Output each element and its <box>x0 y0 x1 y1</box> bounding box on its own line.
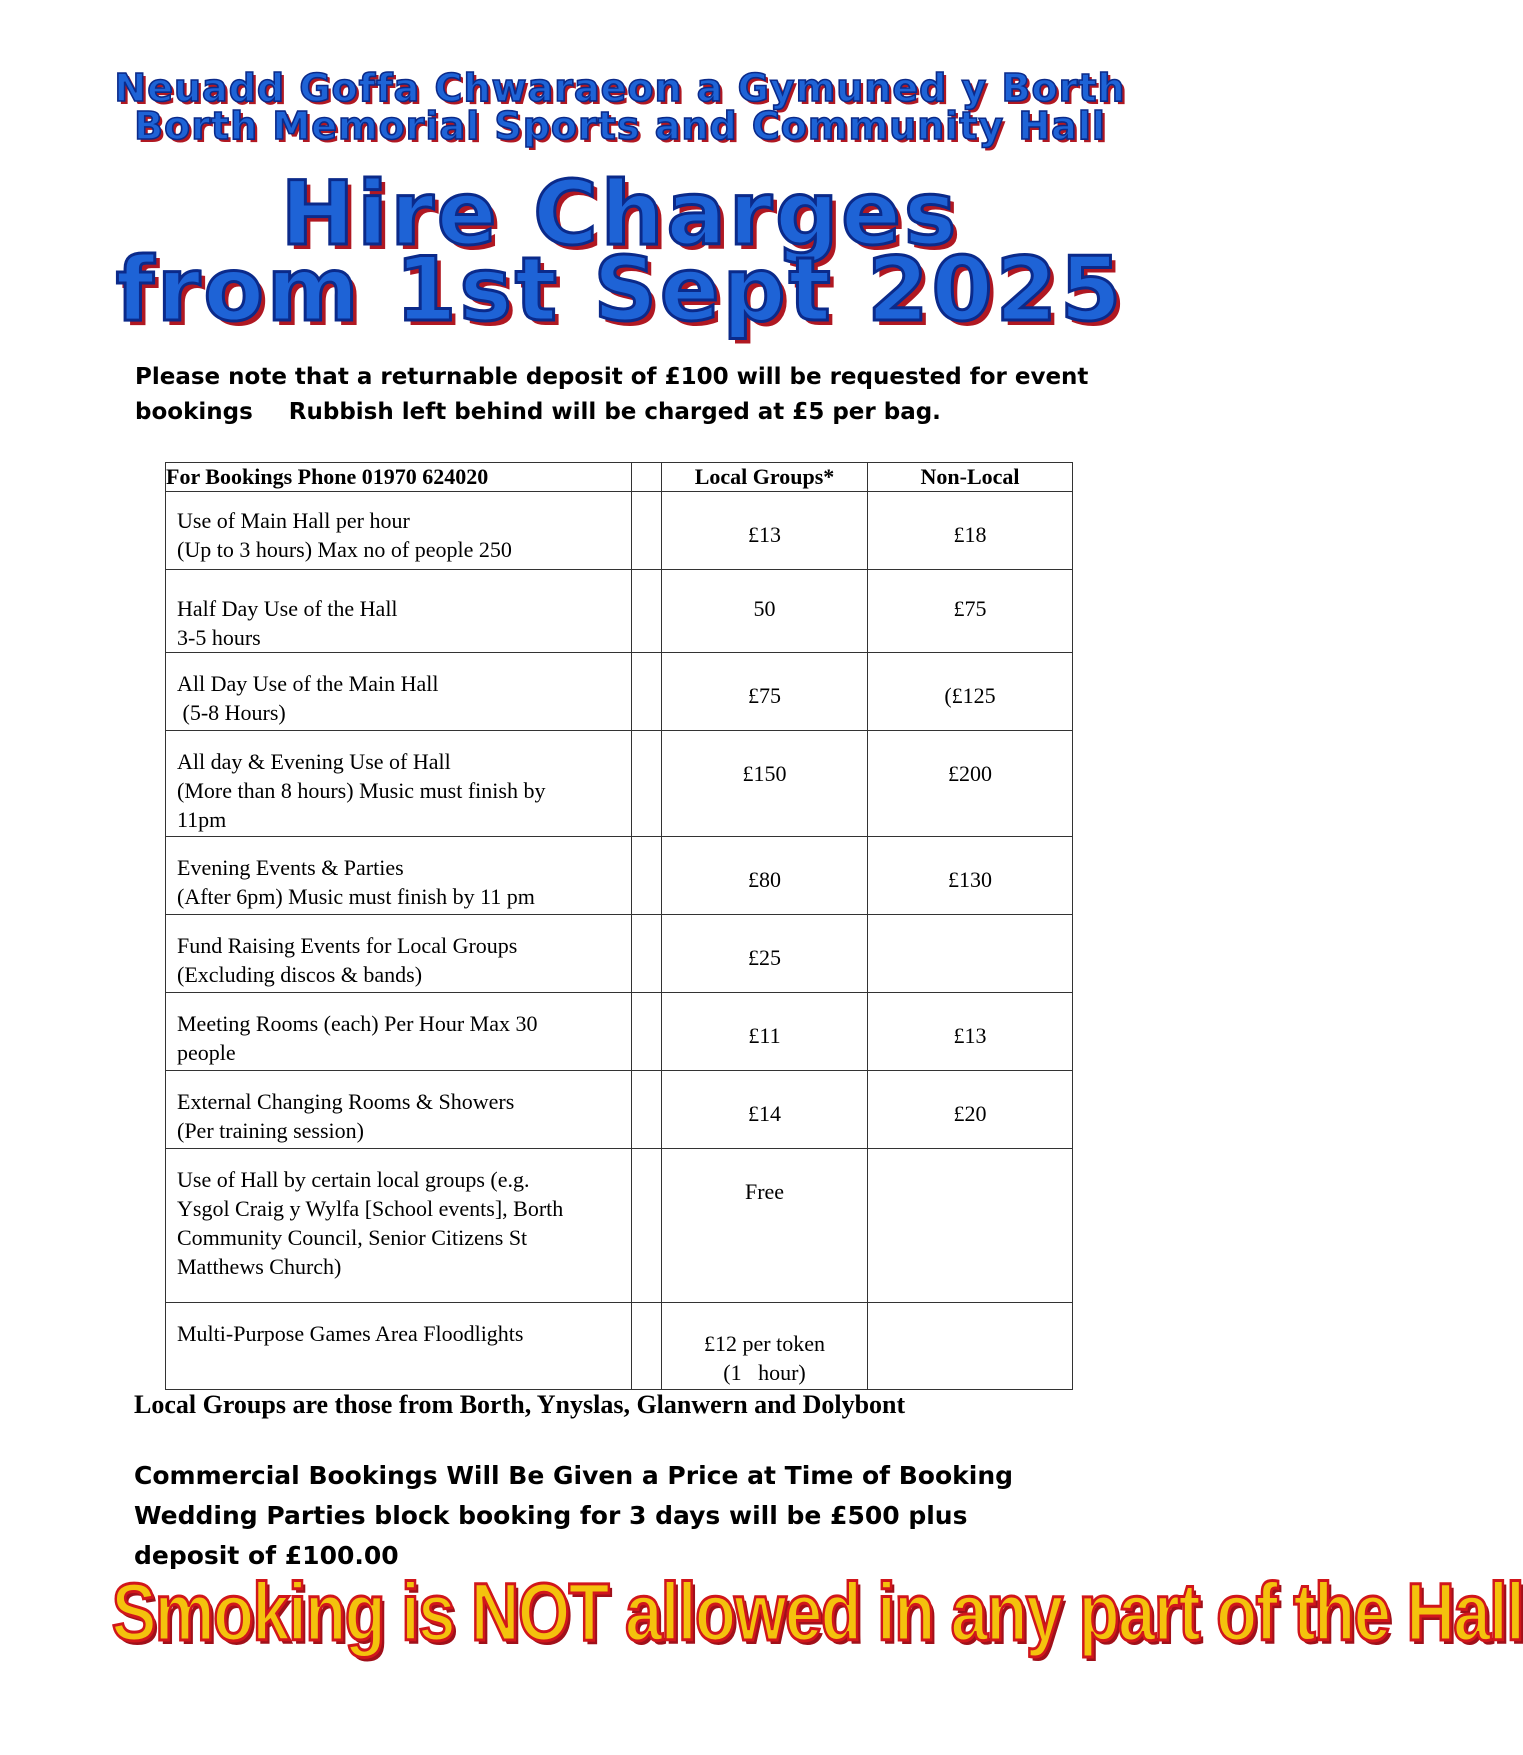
local-groups-header: Local Groups* <box>662 463 868 492</box>
rubbish-note-text: Rubbish left behind will be charged at £5 per bag. <box>288 399 941 425</box>
row-description <box>166 1303 632 1390</box>
table-row <box>166 1149 1073 1303</box>
welsh-hall-title: Neuadd Goffa Chwaraeon a Gymuned y Borth <box>114 66 1126 110</box>
non-local-price: £20 <box>868 1071 1073 1149</box>
row-description-line: Ysgol Craig y Wylfa [School events], Borth <box>177 1196 564 1221</box>
english-hall-title: Borth Memorial Sports and Community Hall <box>134 104 1106 148</box>
non-local-price: £75 <box>868 570 1073 653</box>
blank-cell <box>632 1071 662 1149</box>
blank-cell <box>632 915 662 993</box>
effective-date-title: from 1st Sept 2025 <box>115 238 1125 341</box>
blank-header-cell <box>632 463 662 492</box>
table-row <box>166 1071 1073 1149</box>
local-price-line: (1 hour) <box>723 1360 806 1385</box>
blank-cell <box>632 653 662 731</box>
non-local-price: £200 <box>868 731 1073 837</box>
table-row <box>166 492 1073 570</box>
row-description <box>166 993 632 1071</box>
blank-cell <box>632 570 662 653</box>
row-description <box>166 653 632 731</box>
blank-cell <box>632 1149 662 1303</box>
local-price: £13 <box>662 492 868 570</box>
row-description-line: All Day Use of the Main Hall <box>177 671 439 696</box>
local-price: £75 <box>662 653 868 731</box>
hire-charges-title: Hire Charges <box>280 162 960 265</box>
commercial-bookings-note <box>134 1456 1184 1576</box>
table-row <box>166 837 1073 915</box>
deposit-note-text: Please note that a returnable deposit of £100 will be requested for event bookings <box>135 364 1089 425</box>
row-description-line: (Excluding discos & bands) <box>177 962 423 987</box>
row-description-line: (After 6pm) Music must finish by 11 pm <box>177 884 535 909</box>
local-price: £80 <box>662 837 868 915</box>
local-price: £11 <box>662 993 868 1071</box>
local-price <box>662 1303 868 1390</box>
wedding-line: Wedding Parties block booking for 3 days will be £500 plus <box>134 1501 968 1530</box>
row-description <box>166 1071 632 1149</box>
table-row <box>166 915 1073 993</box>
blank-cell <box>632 492 662 570</box>
row-description-line: Use of Hall by certain local groups (e.g. <box>177 1167 530 1192</box>
table-row <box>166 731 1073 837</box>
table-row <box>166 1303 1073 1390</box>
row-description-line: External Changing Rooms & Showers <box>177 1089 515 1114</box>
row-description-line: Fund Raising Events for Local Groups <box>177 933 518 958</box>
non-local-price: (£125 <box>868 653 1073 731</box>
row-description-line: All day & Evening Use of Hall <box>177 749 451 774</box>
row-description-line: Multi-Purpose Games Area Floodlights <box>177 1321 524 1346</box>
local-price: £14 <box>662 1071 868 1149</box>
row-description <box>166 837 632 915</box>
local-price: £150 <box>662 731 868 837</box>
row-description <box>166 1149 632 1303</box>
row-description-line: (Per training session) <box>177 1118 364 1143</box>
row-description-line: Evening Events & Parties <box>177 855 404 880</box>
row-description-line: Use of Main Hall per hour <box>177 508 410 533</box>
hire-charges-table <box>165 462 1073 1390</box>
local-price-line: £12 per token <box>704 1331 825 1356</box>
table-row <box>166 993 1073 1071</box>
bookings-phone-header: For Bookings Phone 01970 624020 <box>166 463 632 492</box>
deposit-note <box>135 360 1135 430</box>
non-local-price <box>868 1303 1073 1390</box>
row-description-line: Meeting Rooms (each) Per Hour Max 30 <box>177 1011 538 1036</box>
local-price: 50 <box>662 570 868 653</box>
non-local-header: Non-Local <box>868 463 1073 492</box>
row-description-line: people <box>177 1040 236 1065</box>
row-description-line: 3-5 hours <box>177 625 261 650</box>
local-groups-definition: Local Groups are those from Borth, Ynyslas, Glanwern and Dolybont <box>134 1390 906 1419</box>
row-description-line: (5-8 Hours) <box>177 700 286 725</box>
blank-cell <box>632 731 662 837</box>
commercial-line: Commercial Bookings Will Be Given a Price at Time of Booking <box>134 1461 1014 1490</box>
blank-cell <box>632 837 662 915</box>
row-description <box>166 492 632 570</box>
row-description <box>166 570 632 653</box>
local-price: £25 <box>662 915 868 993</box>
table-header-row <box>166 463 1073 492</box>
table-row <box>166 653 1073 731</box>
row-description <box>166 915 632 993</box>
no-smoking-notice: Smoking is NOT allowed in any part of the Hall <box>111 1567 1523 1658</box>
local-price: Free <box>662 1149 868 1303</box>
non-local-price: £130 <box>868 837 1073 915</box>
row-description <box>166 731 632 837</box>
table-row <box>166 570 1073 653</box>
non-local-price <box>868 1149 1073 1303</box>
non-local-price: £13 <box>868 993 1073 1071</box>
non-local-price <box>868 915 1073 993</box>
blank-cell <box>632 1303 662 1390</box>
row-description-line: Half Day Use of the Hall <box>177 596 398 621</box>
blank-cell <box>632 993 662 1071</box>
non-local-price: £18 <box>868 492 1073 570</box>
row-description-line: Matthews Church) <box>177 1254 342 1279</box>
row-description-line: Community Council, Senior Citizens St <box>177 1225 528 1250</box>
row-description-line: (More than 8 hours) Music must finish by <box>177 778 546 803</box>
deposit-line: deposit of £100.00 <box>134 1541 399 1570</box>
row-description-line: 11pm <box>177 807 227 832</box>
row-description-line: (Up to 3 hours) Max no of people 250 <box>177 537 512 562</box>
